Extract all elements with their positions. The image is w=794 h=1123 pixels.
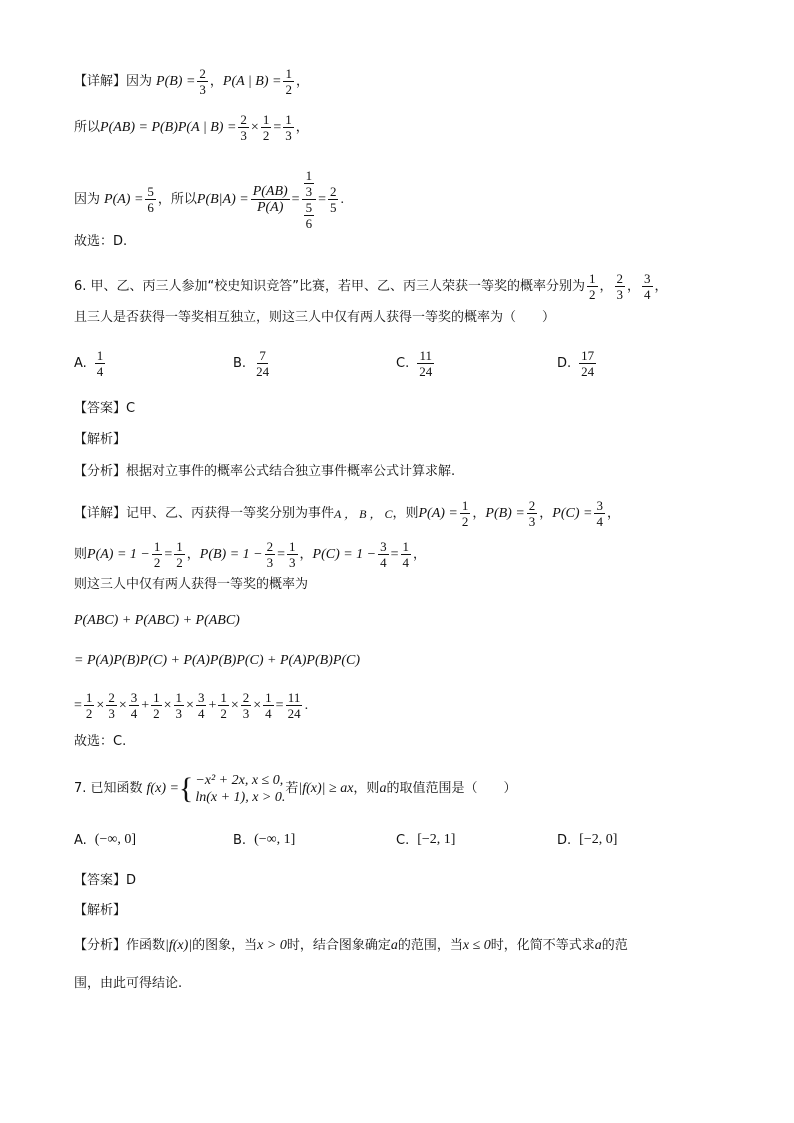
p-not-a: P(A) = 1 −	[87, 546, 150, 562]
fraction: $\frac{1}{2}$	[262, 112, 270, 143]
q6-option-d[interactable]: D. 17 24	[557, 348, 595, 379]
q5-detail-line1: 【详解】 因为 P(B) = $\frac{2}{3}$ ， P(A | B) = $\frac{1}{2}$ ，	[74, 66, 309, 97]
q7-analysis-line2: 围，由此可得结论.	[74, 976, 183, 991]
q7-analysis-heading: 【解析】	[74, 903, 127, 918]
q6-analysis-heading: 【解析】	[74, 432, 127, 447]
fraction: $\frac{2}{3}$	[240, 112, 247, 143]
q5-detail-line3: 因为 P(A) = $\frac{5}{6}$ ，所以 P(B|A) = $\frac{P(AB)}{P(A)}$ = $\frac{\frac{1}{3}}{\frac{5}{6}}$ = $\frac{2}{5}$ .	[74, 168, 344, 231]
fraction: $\frac{2}{5}$	[329, 184, 337, 215]
q7-analysis-line1: 【分析】 作函数 |f(x)| 的图象，当 x > 0 时，结合图象确定 a 的范围，当 x ≤ 0 时，化简不等式求 a 的范	[74, 938, 628, 953]
p-not-b: P(B) = 1 −	[199, 546, 263, 562]
fraction: $\frac{P(AB)}{P(A)}$	[252, 184, 288, 215]
fraction: $\frac{2}{3}$	[199, 66, 206, 97]
q5-choice: 故选：D.	[74, 234, 128, 249]
q6-stem-line1: 6. 甲、乙、丙三人参加“校史知识竞答”比赛，若甲、乙、丙三人荣获一等奖的概率分别为 1 2 ， 2 3 ， 3 4 ，	[74, 271, 668, 302]
fraction: $\frac{1}{3}$	[285, 112, 292, 143]
q7-option-c[interactable]: C. [−2, 1]	[396, 832, 456, 848]
q6-choice: 故选：C.	[74, 734, 127, 749]
compound-fraction: $\frac{\frac{1}{3}}{\frac{5}{6}}$	[302, 168, 317, 231]
q6-option-c[interactable]: C. 11 24	[396, 348, 433, 379]
q7-option-a[interactable]: A. (−∞, 0]	[74, 832, 136, 848]
p-not-c: P(C) = 1 −	[312, 546, 377, 562]
q6-option-a[interactable]: A. 1 4	[74, 348, 104, 379]
fraction: 3 4	[644, 271, 651, 302]
fraction: $\frac{5}{6}$	[147, 184, 154, 215]
q6-expr2: = P(A)P(B)P(C) + P(A)P(B)P(C) + P(A)P(B)P(C)	[74, 653, 361, 668]
q6-expr1: P(ABC) + P(ABC) + P(ABC)	[74, 613, 240, 628]
q6-detail-line2: 则 P(A) = 1 − $\frac{1}{2}$ = $\frac{1}{2}$ ， P(B) = 1 − $\frac{2}{3}$ = $\frac{1}{3}$ ， P(C) = 1 − $\frac{3}{4}$ = $\frac{1}{4}$ ，	[74, 539, 427, 570]
q6-option-b[interactable]: B. 7 24	[233, 348, 270, 379]
q6-detail-line1: 【详解】 记甲、乙、丙获得一等奖分别为事件 A ， B ， C ，则 P(A) = $\frac{1}{2}$ ， P(B) = $\frac{2}{3}$ ， P(C) = $\frac{3}{4}$ ，	[74, 498, 620, 529]
fraction: $\frac{1}{2}$	[285, 66, 292, 97]
q6-detail-line3: 则这三人中仅有两人获得一等奖的概率为	[74, 577, 309, 592]
piecewise-function: { −x² + 2x, x ≤ 0, ln(x + 1), x > 0.	[178, 772, 286, 805]
q7-stem: 7. 已知函数 f(x) = { −x² + 2x, x ≤ 0, ln(x + 1), x > 0. 若 |f(x)| ≥ ax ，则 a 的取值范围是（ ）	[74, 772, 517, 805]
q6-answer: 【答案】 C	[74, 401, 136, 416]
q7-option-d[interactable]: D. [−2, 0]	[557, 832, 618, 848]
fraction: 1 2	[589, 271, 596, 302]
q6-analysis: 【分析】 根据对立事件的概率公式结合独立事件概率公式计算求解.	[74, 464, 456, 479]
q7-answer: 【答案】 D	[74, 873, 137, 888]
fraction: 2 3	[616, 271, 624, 302]
detail-tag: 【详解】	[74, 73, 127, 89]
q5-detail-line2: 所以 P(AB) = P(B)P(A | B) = $\frac{2}{3}$ × $\frac{1}{2}$ = $\frac{1}{3}$ ，	[74, 112, 309, 143]
q6-expr3: = $\frac{1}{2}$ × $\frac{2}{3}$ × $\frac{3}{4}$ + $\frac{1}{2}$ × $\frac{1}{3}$ × $\frac{3}{4}$ + $\frac{1}{2}$ × $\frac{2}{3}$ × $\frac{1}{4}$ = $\frac{11}{24}$ .	[74, 690, 309, 721]
q7-option-b[interactable]: B. (−∞, 1]	[233, 832, 296, 848]
q6-stem-line2: 且三人是否获得一等奖相互独立，则这三人中仅有两人获得一等奖的概率为（ ）	[74, 310, 556, 325]
